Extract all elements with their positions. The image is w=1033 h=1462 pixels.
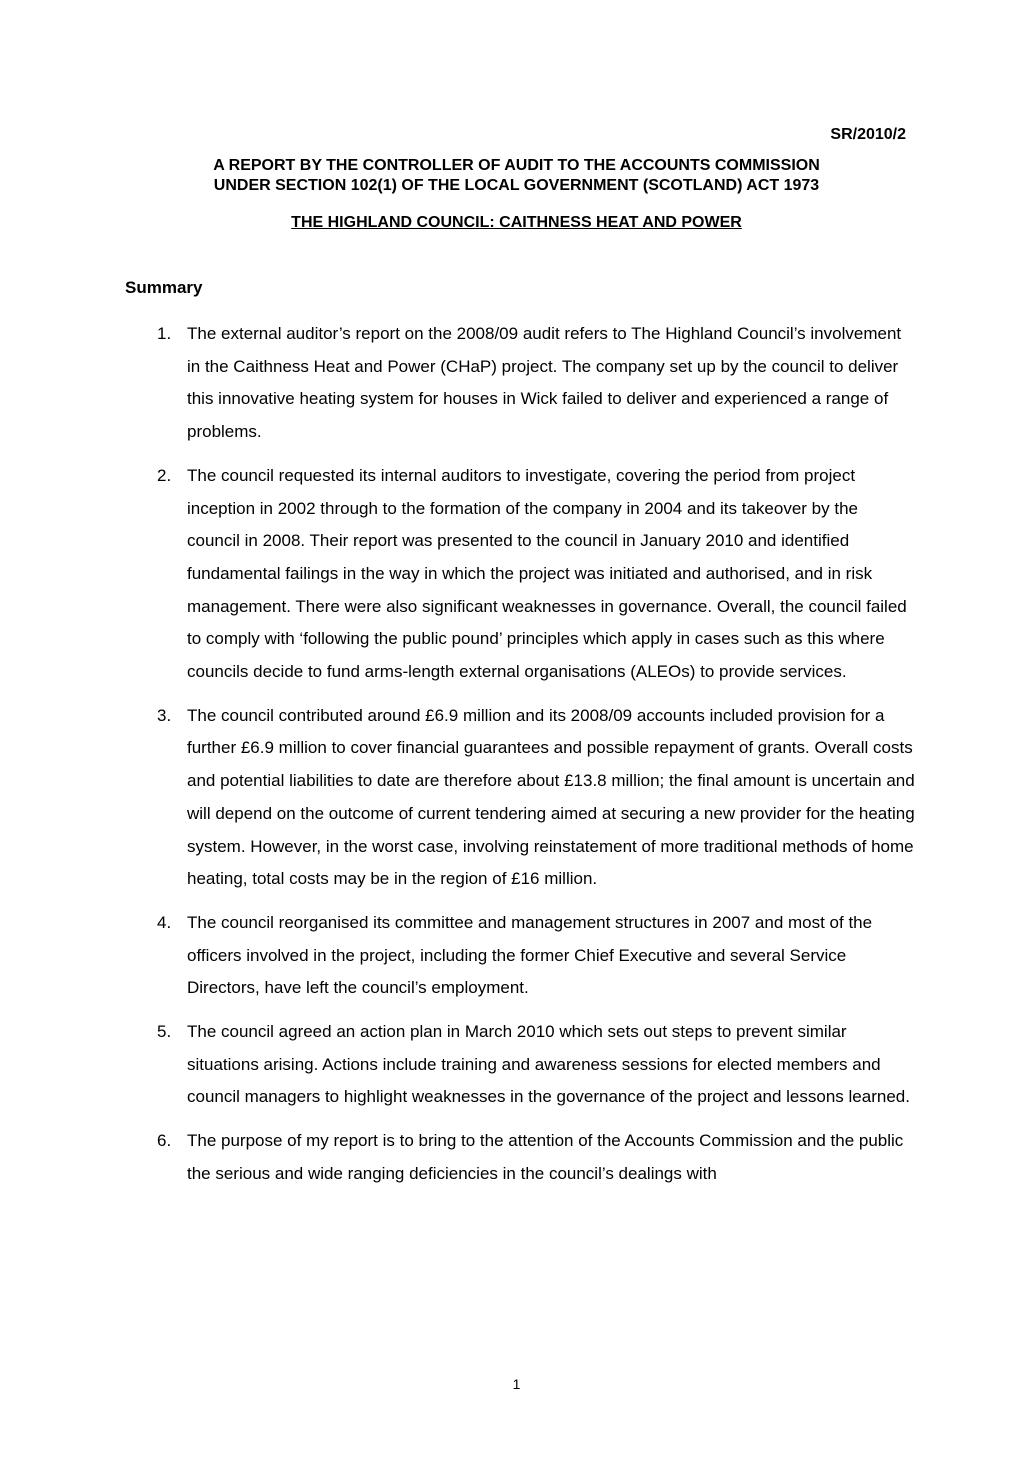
paragraph-text: The council reorganised its committee and management structures in 2007 and most of the officers involved in the project, including the former Chief Executive and several Service Directors, have left the council’s employment. (187, 912, 873, 998)
paragraph-number: 6. (157, 1131, 172, 1151)
numbered-paragraph (125, 907, 915, 1005)
paragraph-text: The council contributed around £6.9 million and its 2008/09 accounts included provision for a further £6.9 million to cover financial guarantees and possible repayment of grants. Overall costs and potential liabilities to date are therefore about £13.8 million; the final amount is uncertain and will depend on the outcome of current tendering aimed at securing a new provider for the heating system. However, in the worst case, involving reinstatement of more traditional methods of home heating, total costs may be in the region of £16 million. (187, 705, 915, 889)
paragraph-text: The external auditor’s report on the 2008/09 audit refers to The Highland Council’s involvement in the Caithness Heat and Power (CHaP) project. The company set up by the council to deliver this innovative heating system for houses in Wick failed to deliver and experienced a range of problems. (187, 324, 902, 442)
report-title (120, 156, 913, 196)
report-title-line-1: A REPORT BY THE CONTROLLER OF AUDIT TO THE ACCOUNTS COMMISSION (213, 157, 820, 174)
paragraph-number: 4. (157, 912, 172, 932)
paragraph-text: The council agreed an action plan in March 2010 which sets out steps to prevent similar situations arising. Actions include training and awareness sessions for elected members and council managers to highlight weaknesses in the governance of the project and lessons learned. (187, 1022, 910, 1107)
report-title-line-2: UNDER SECTION 102(1) OF THE LOCAL GOVERNMENT (SCOTLAND) ACT 1973 (213, 177, 820, 194)
report-subtitle: THE HIGHLAND COUNCIL: CAITHNESS HEAT AND POWER (291, 214, 742, 231)
paragraph-number: 2. (157, 465, 172, 485)
numbered-paragraph (125, 1016, 915, 1114)
paragraph-number: 5. (157, 1022, 172, 1042)
paragraph-number: 1. (157, 324, 172, 343)
page-number: 1 (512, 1376, 521, 1392)
section-heading-summary: Summary (125, 278, 203, 297)
numbered-paragraph (125, 1125, 915, 1190)
summary-paragraph-list (125, 318, 915, 1202)
paragraph-text: The council requested its internal auditors to investigate, covering the period from project inception in 2002 through to the formation of the company in 2004 and its takeover by the council in 2008. Their report was presented to the council in January 2010 and identified fundamental failings in the way in which the project was initiated and authorised, and in risk management. There were also significant weaknesses in governance. Overall, the council failed to comply with ‘following the public pound’ principles which apply in cases such as this where councils decide to fund arms-length external organisations (ALEOs) to provide services. (187, 465, 907, 682)
numbered-paragraph (125, 700, 915, 896)
numbered-paragraph (125, 460, 915, 689)
paragraph-text: The purpose of my report is to bring to the attention of the Accounts Commission and the public the serious and wide ranging deficiencies in the council’s dealings with (187, 1131, 904, 1183)
report-reference: SR/2010/2 (830, 126, 906, 143)
paragraph-number: 3. (157, 705, 172, 725)
numbered-paragraph (125, 318, 915, 449)
